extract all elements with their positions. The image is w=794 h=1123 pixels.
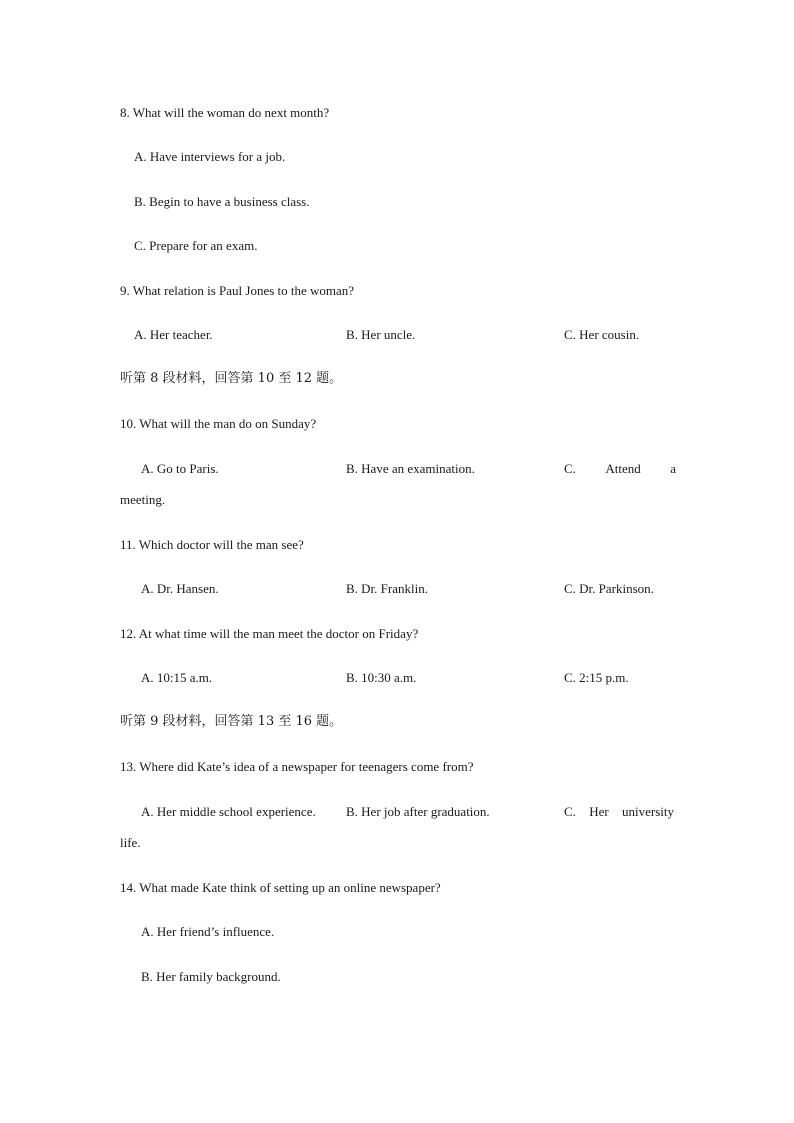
section-9-instruction: 听第 9 段材料，回答第 13 至 16 题。 bbox=[120, 714, 343, 729]
question-13-option-c-word-2: university bbox=[621, 804, 674, 819]
section-8-instruction: 听第 8 段材料，回答第 10 至 12 题。 bbox=[120, 371, 343, 386]
question-13-stem: 13. Where did Kate’s idea of a newspaper for teenagers come from? bbox=[120, 759, 474, 774]
question-13-option-c-word-1: Her bbox=[589, 804, 609, 819]
question-10-option-c bbox=[564, 462, 676, 475]
question-8-option-a: A. Have interviews for a job. bbox=[134, 149, 286, 164]
question-8-option-b: B. Begin to have a business class. bbox=[134, 194, 310, 209]
question-12-stem: 12. At what time will the man meet the doctor on Friday? bbox=[120, 626, 419, 641]
question-13-option-c-wrap: life. bbox=[120, 835, 141, 850]
question-9-option-b: B. Her uncle. bbox=[346, 327, 416, 342]
question-9-option-a: A. Her teacher. bbox=[134, 327, 213, 342]
question-13-option-c-letter: C. bbox=[564, 804, 576, 819]
question-9-option-c: C. Her cousin. bbox=[564, 327, 640, 342]
question-10-option-b: B. Have an examination. bbox=[346, 461, 475, 476]
question-12-option-c: C. 2:15 p.m. bbox=[564, 670, 629, 685]
question-12-option-b: B. 10:30 a.m. bbox=[346, 670, 417, 685]
question-11-option-a: A. Dr. Hansen. bbox=[141, 581, 219, 596]
question-8-option-c: C. Prepare for an exam. bbox=[134, 238, 258, 253]
question-11-option-c: C. Dr. Parkinson. bbox=[564, 581, 654, 596]
question-10-option-c-wrap: meeting. bbox=[120, 492, 166, 507]
question-14-option-b: B. Her family background. bbox=[141, 969, 281, 984]
question-10-option-c-letter: C. bbox=[564, 461, 576, 476]
question-13-option-a: A. Her middle school experience. bbox=[141, 804, 316, 819]
question-10-option-c-word-1: Attend bbox=[605, 461, 641, 476]
question-8-stem: 8. What will the woman do next month? bbox=[120, 105, 330, 120]
question-9-stem: 9. What relation is Paul Jones to the woman? bbox=[120, 283, 355, 298]
question-10-option-a: A. Go to Paris. bbox=[141, 461, 219, 476]
question-14-option-a: A. Her friend’s influence. bbox=[141, 924, 275, 939]
question-10-option-c-word-2: a bbox=[670, 461, 676, 476]
question-14-stem: 14. What made Kate think of setting up an online newspaper? bbox=[120, 880, 441, 895]
question-11-option-b: B. Dr. Franklin. bbox=[346, 581, 428, 596]
question-13-option-b: B. Her job after graduation. bbox=[346, 804, 490, 819]
question-13-option-c bbox=[564, 805, 674, 818]
question-10-stem: 10. What will the man do on Sunday? bbox=[120, 416, 317, 431]
question-12-option-a: A. 10:15 a.m. bbox=[141, 670, 213, 685]
question-11-stem: 11. Which doctor will the man see? bbox=[120, 537, 304, 552]
